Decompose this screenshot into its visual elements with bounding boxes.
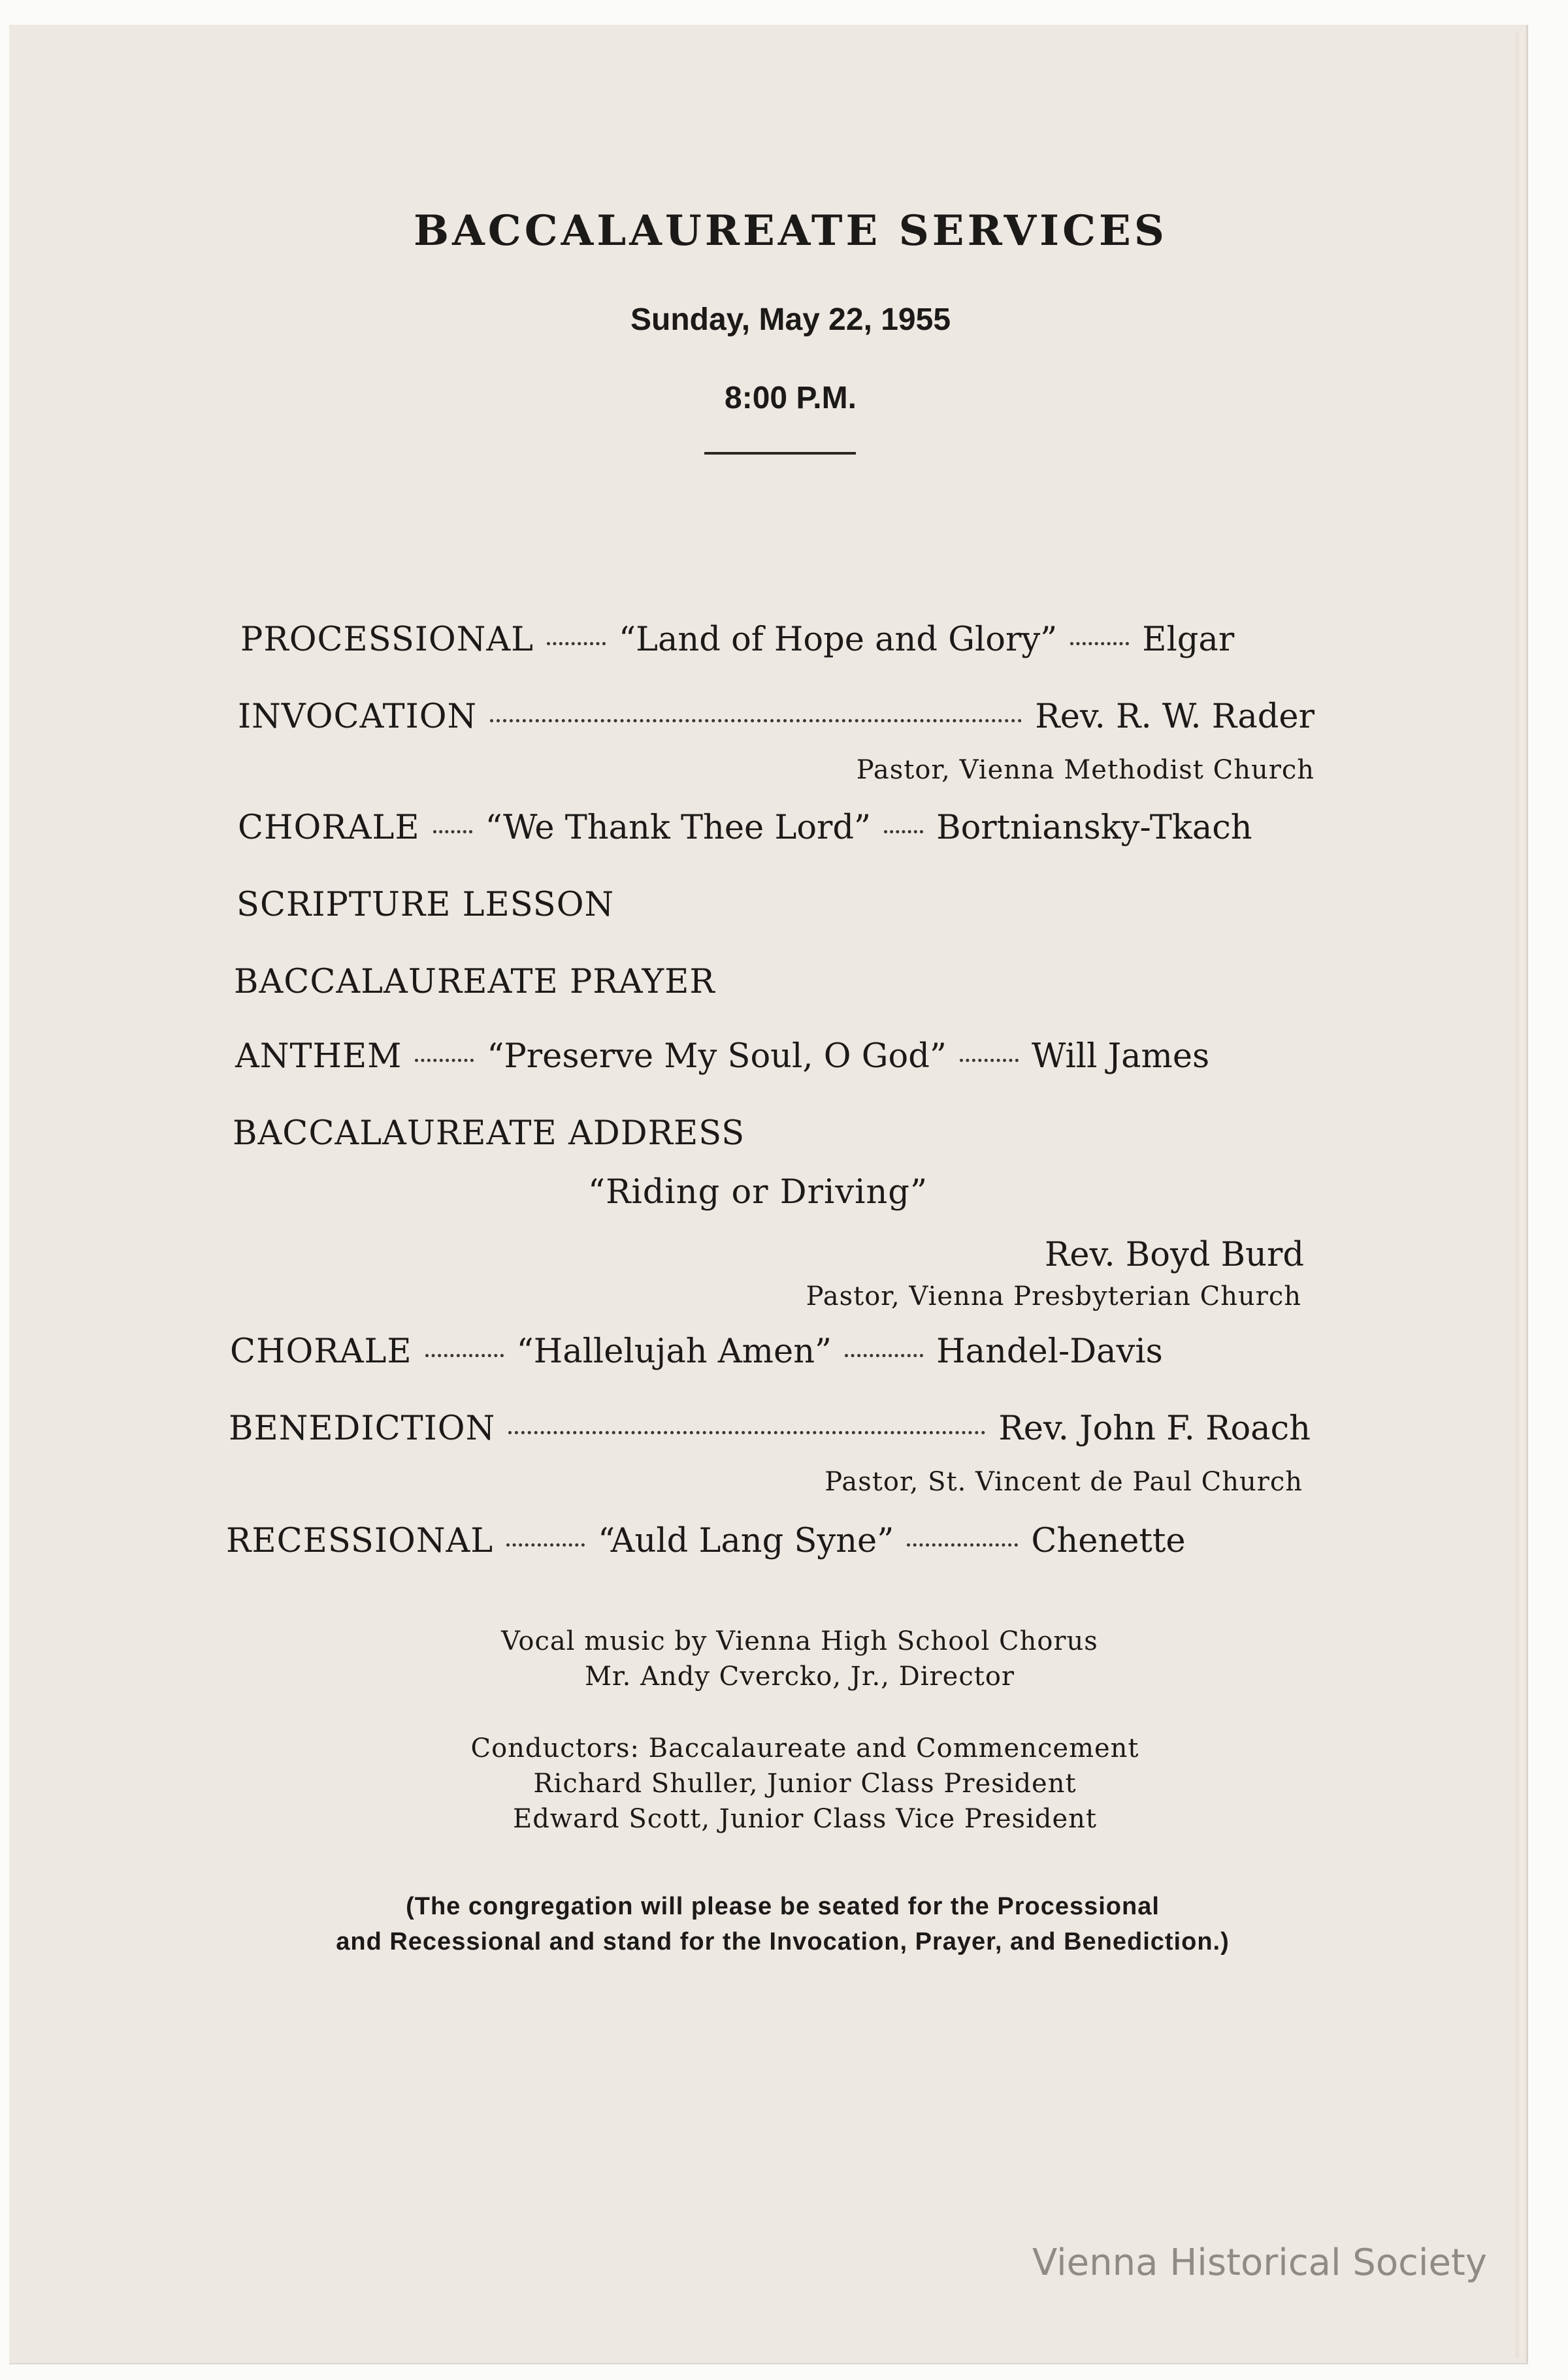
- item-label: INVOCATION: [238, 698, 478, 736]
- note-line: and Recessional and stand for the Invocation, Prayer, and Benediction.): [336, 1928, 1230, 1955]
- item-label: CHORALE: [238, 809, 420, 847]
- dot-leader: [490, 719, 1022, 722]
- item-piece: “Auld Lang Syne”: [598, 1522, 894, 1560]
- chorus-credit: [16, 1624, 1568, 1694]
- item-label: PROCESSIONAL: [240, 620, 534, 659]
- title-divider: [704, 452, 856, 455]
- dot-leader: [907, 1543, 1018, 1547]
- program-item-anthem: [235, 1037, 1309, 1083]
- director-line: Mr. Andy Cvercko, Jr., Director: [584, 1662, 1015, 1692]
- conductor-line: Edward Scott, Junior Class Vice President: [513, 1804, 1097, 1834]
- item-piece: “Land of Hope and Glory”: [619, 620, 1058, 659]
- program-item-address: BACCALAUREATE ADDRESS: [233, 1114, 745, 1153]
- program-item-scripture: SCRIPTURE LESSON: [237, 886, 615, 924]
- conductors-line: Conductors: Baccalaureate and Commencement: [470, 1733, 1139, 1763]
- item-piece: “We Thank Thee Lord”: [485, 809, 872, 847]
- item-performer: Bortniansky-Tkach: [936, 809, 1252, 847]
- service-date: Sunday, May 22, 1955: [630, 302, 951, 337]
- watermark-text: Vienna Historical Society: [1032, 2242, 1488, 2284]
- item-performer: Elgar: [1142, 620, 1235, 659]
- address-speaker: Rev. Boyd Burd: [1045, 1236, 1304, 1274]
- item-label: RECESSIONAL: [226, 1522, 494, 1560]
- item-label: ANTHEM: [235, 1037, 402, 1076]
- conductor-line: Richard Shuller, Junior Class President: [533, 1769, 1077, 1799]
- dot-leader: [415, 1059, 474, 1062]
- item-performer: Chenette: [1031, 1522, 1186, 1560]
- item-piece: “Hallelujah Amen”: [516, 1332, 832, 1371]
- program-item-invocation: [238, 698, 1315, 743]
- address-topic: “Riding or Driving”: [588, 1173, 928, 1212]
- vocal-credit-line: Vocal music by Vienna High School Chorus: [501, 1626, 1098, 1656]
- dot-leader: [547, 642, 606, 645]
- program-item-recessional: [226, 1522, 1311, 1568]
- dot-leader: [884, 830, 923, 833]
- program-item-prayer: BACCALAUREATE PRAYER: [234, 963, 715, 1001]
- dot-leader: [960, 1059, 1019, 1062]
- item-piece: “Preserve My Soul, O God”: [487, 1037, 947, 1076]
- address-affiliation: Pastor, Vienna Presbyterian Church: [806, 1281, 1301, 1311]
- page-title: BACCALAUREATE SERVICES: [414, 206, 1168, 255]
- conductors-credit: [21, 1731, 1568, 1837]
- item-performer: Will James: [1031, 1037, 1210, 1076]
- program-item-benediction: [229, 1409, 1311, 1455]
- dot-leader: [508, 1431, 985, 1434]
- item-performer: Rev. John F. Roach: [998, 1409, 1311, 1448]
- benediction-affiliation: Pastor, St. Vincent de Paul Church: [825, 1467, 1303, 1497]
- dot-leader: [1070, 642, 1129, 645]
- item-performer: Rev. R. W. Rader: [1035, 698, 1315, 736]
- item-performer: Handel-Davis: [936, 1332, 1163, 1371]
- note-line: (The congregation will please be seated for the Processional: [406, 1893, 1160, 1920]
- program-item-processional: [240, 620, 1316, 666]
- invocation-affiliation: Pastor, Vienna Methodist Church: [856, 755, 1315, 785]
- item-label: BENEDICTION: [229, 1409, 496, 1448]
- program-item-chorale: [238, 809, 1312, 854]
- dot-leader: [845, 1354, 923, 1357]
- item-label: CHORALE: [230, 1332, 412, 1371]
- congregation-note: [25, 1889, 1541, 1959]
- dot-leader: [425, 1354, 504, 1357]
- service-time: 8:00 P.M.: [725, 381, 857, 415]
- program-item-chorale: [230, 1332, 1311, 1378]
- dot-leader: [506, 1543, 585, 1547]
- dot-leader: [433, 830, 472, 833]
